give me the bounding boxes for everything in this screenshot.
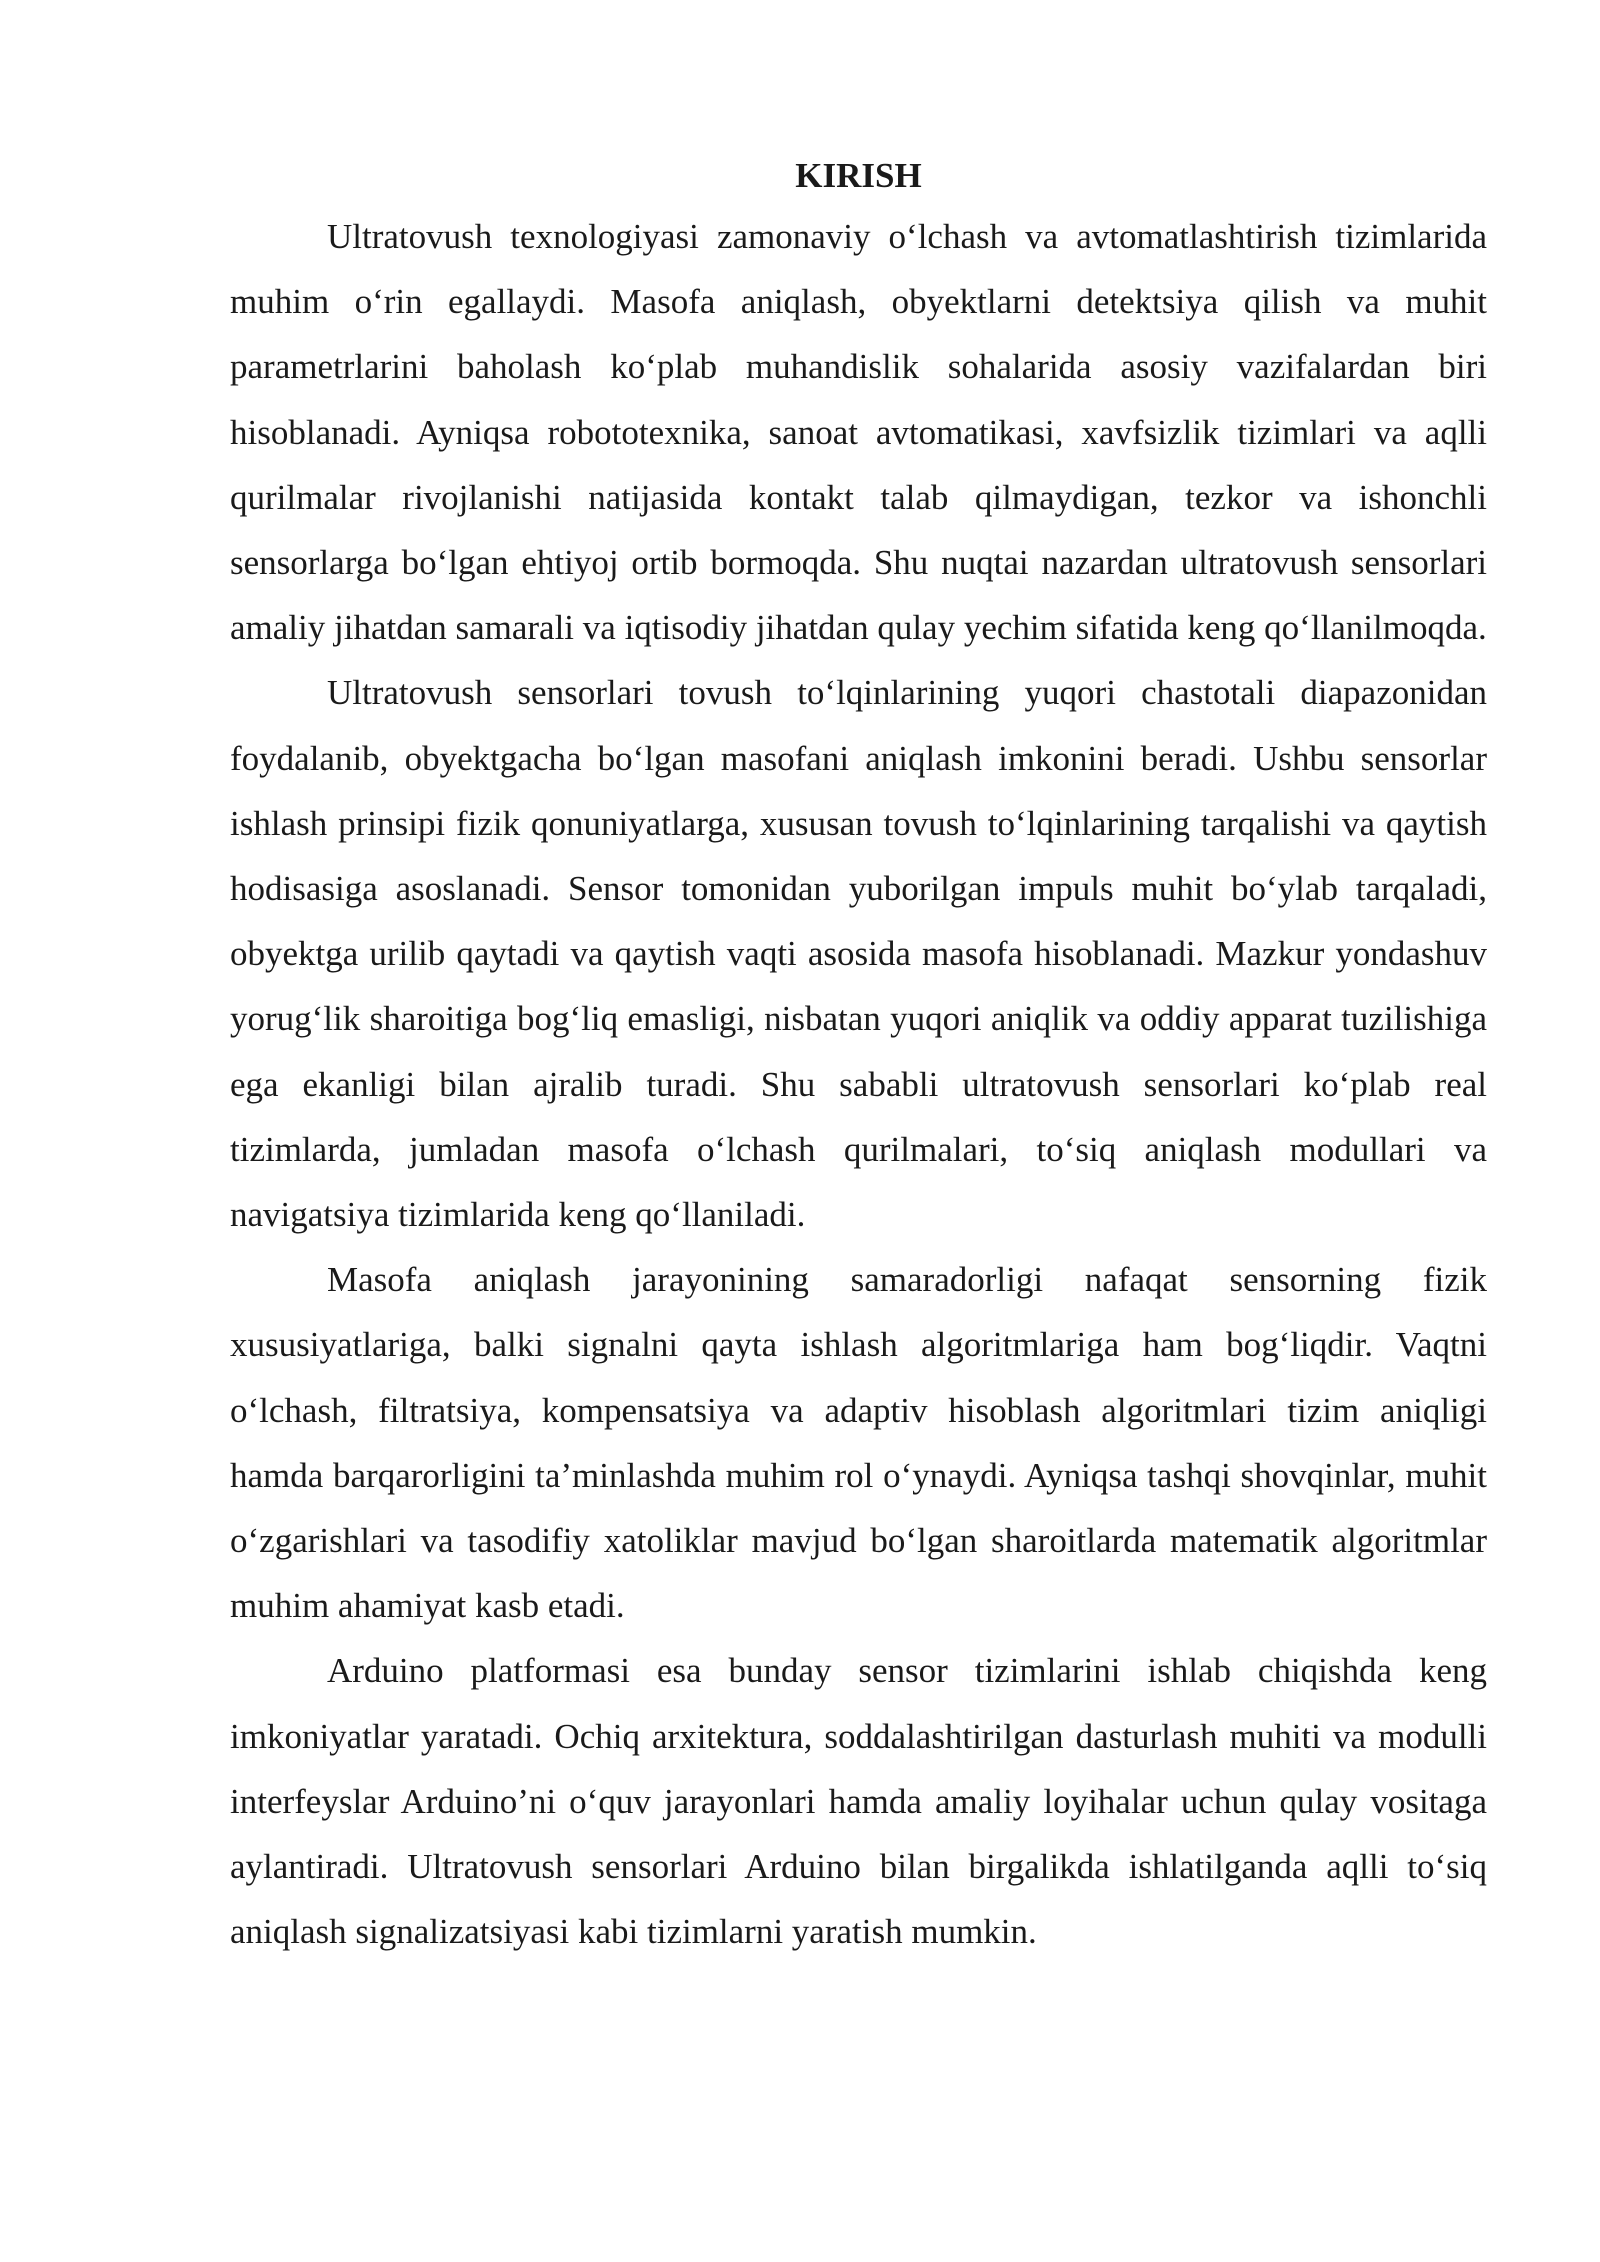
paragraph-1: Ultratovush texnologiyasi zamonaviy o‘lchash va avtomatlashtirish tizimlarida muhim o‘rin egallaydi. Masofa aniqlash, obyektlarni detektsiya qilish va muhit parametrlarini baholash ko‘plab muhandislik sohalarida asosiy vazifalardan biri hisoblanadi. Ayniqsa robototexnika, sanoat avtomatikasi, xavfsizlik tizimlari va aqlli qurilmalar rivojlanishi natijasida kontakt talab qilmaydigan, tezkor va ishonchli sensorlarga bo‘lgan ehtiyoj ortib bormoqda. Shu nuqtai nazardan ultratovush sensorlari amaliy jihatdan samarali va iqtisodiy jihatdan qulay yechim sifatida keng qo‘llanilmoqda.	[230, 217, 1487, 648]
section-title: KIRISH	[795, 156, 922, 195]
document-body	[230, 148, 1487, 1964]
paragraph-2: Ultratovush sensorlari tovush to‘lqinlarining yuqori chastotali diapazonidan foydalanib, obyektgacha bo‘lgan masofani aniqlash imkonini beradi. Ushbu sensorlar ishlash prinsipi fizik qonuniyatlarga, xususan tovush to‘lqinlarining tarqalishi va qaytish hodisasiga asoslanadi. Sensor tomonidan yuborilgan impuls muhit bo‘ylab tarqaladi, obyektga urilib qaytadi va qaytish vaqti asosida masofa hisoblanadi. Mazkur yondashuv yorug‘lik sharoitiga bog‘liq emasligi, nisbatan yuqori aniqlik va oddiy apparat tuzilishiga ega ekanligi bilan ajralib turadi. Shu sababli ultratovush sensorlari ko‘plab real tizimlarda, jumladan masofa o‘lchash qurilmalari, to‘siq aniqlash modullari va navigatsiya tizimlarida keng qo‘llaniladi.	[230, 673, 1487, 1235]
paragraph-4: Arduino platformasi esa bunday sensor tizimlarini ishlab chiqishda keng imkoniyatlar yaratadi. Ochiq arxitektura, soddalashtirilgan dasturlash muhiti va modulli interfeyslar Arduino’ni o‘quv jarayonlari hamda amaliy loyihalar uchun qulay vositaga aylantiradi. Ultratovush sensorlari Arduino bilan birgalikda ishlatilganda aqlli to‘siq aniqlash signalizatsiyasi kabi tizimlarni yaratish mumkin.	[230, 1651, 1487, 1952]
paragraph-3: Masofa aniqlash jarayonining samaradorligi nafaqat sensorning fizik xususiyatlariga, balki signalni qayta ishlash algoritmlariga ham bog‘liqdir. Vaqtni o‘lchash, filtratsiya, kompensatsiya va adaptiv hisoblash algoritmlari tizim aniqligi hamda barqarorligini ta’minlashda muhim rol o‘ynaydi. Ayniqsa tashqi shovqinlar, muhit o‘zgarishlari va tasodifiy xatoliklar mavjud bo‘lgan sharoitlarda matematik algoritmlar muhim ahamiyat kasb etadi.	[230, 1260, 1487, 1626]
